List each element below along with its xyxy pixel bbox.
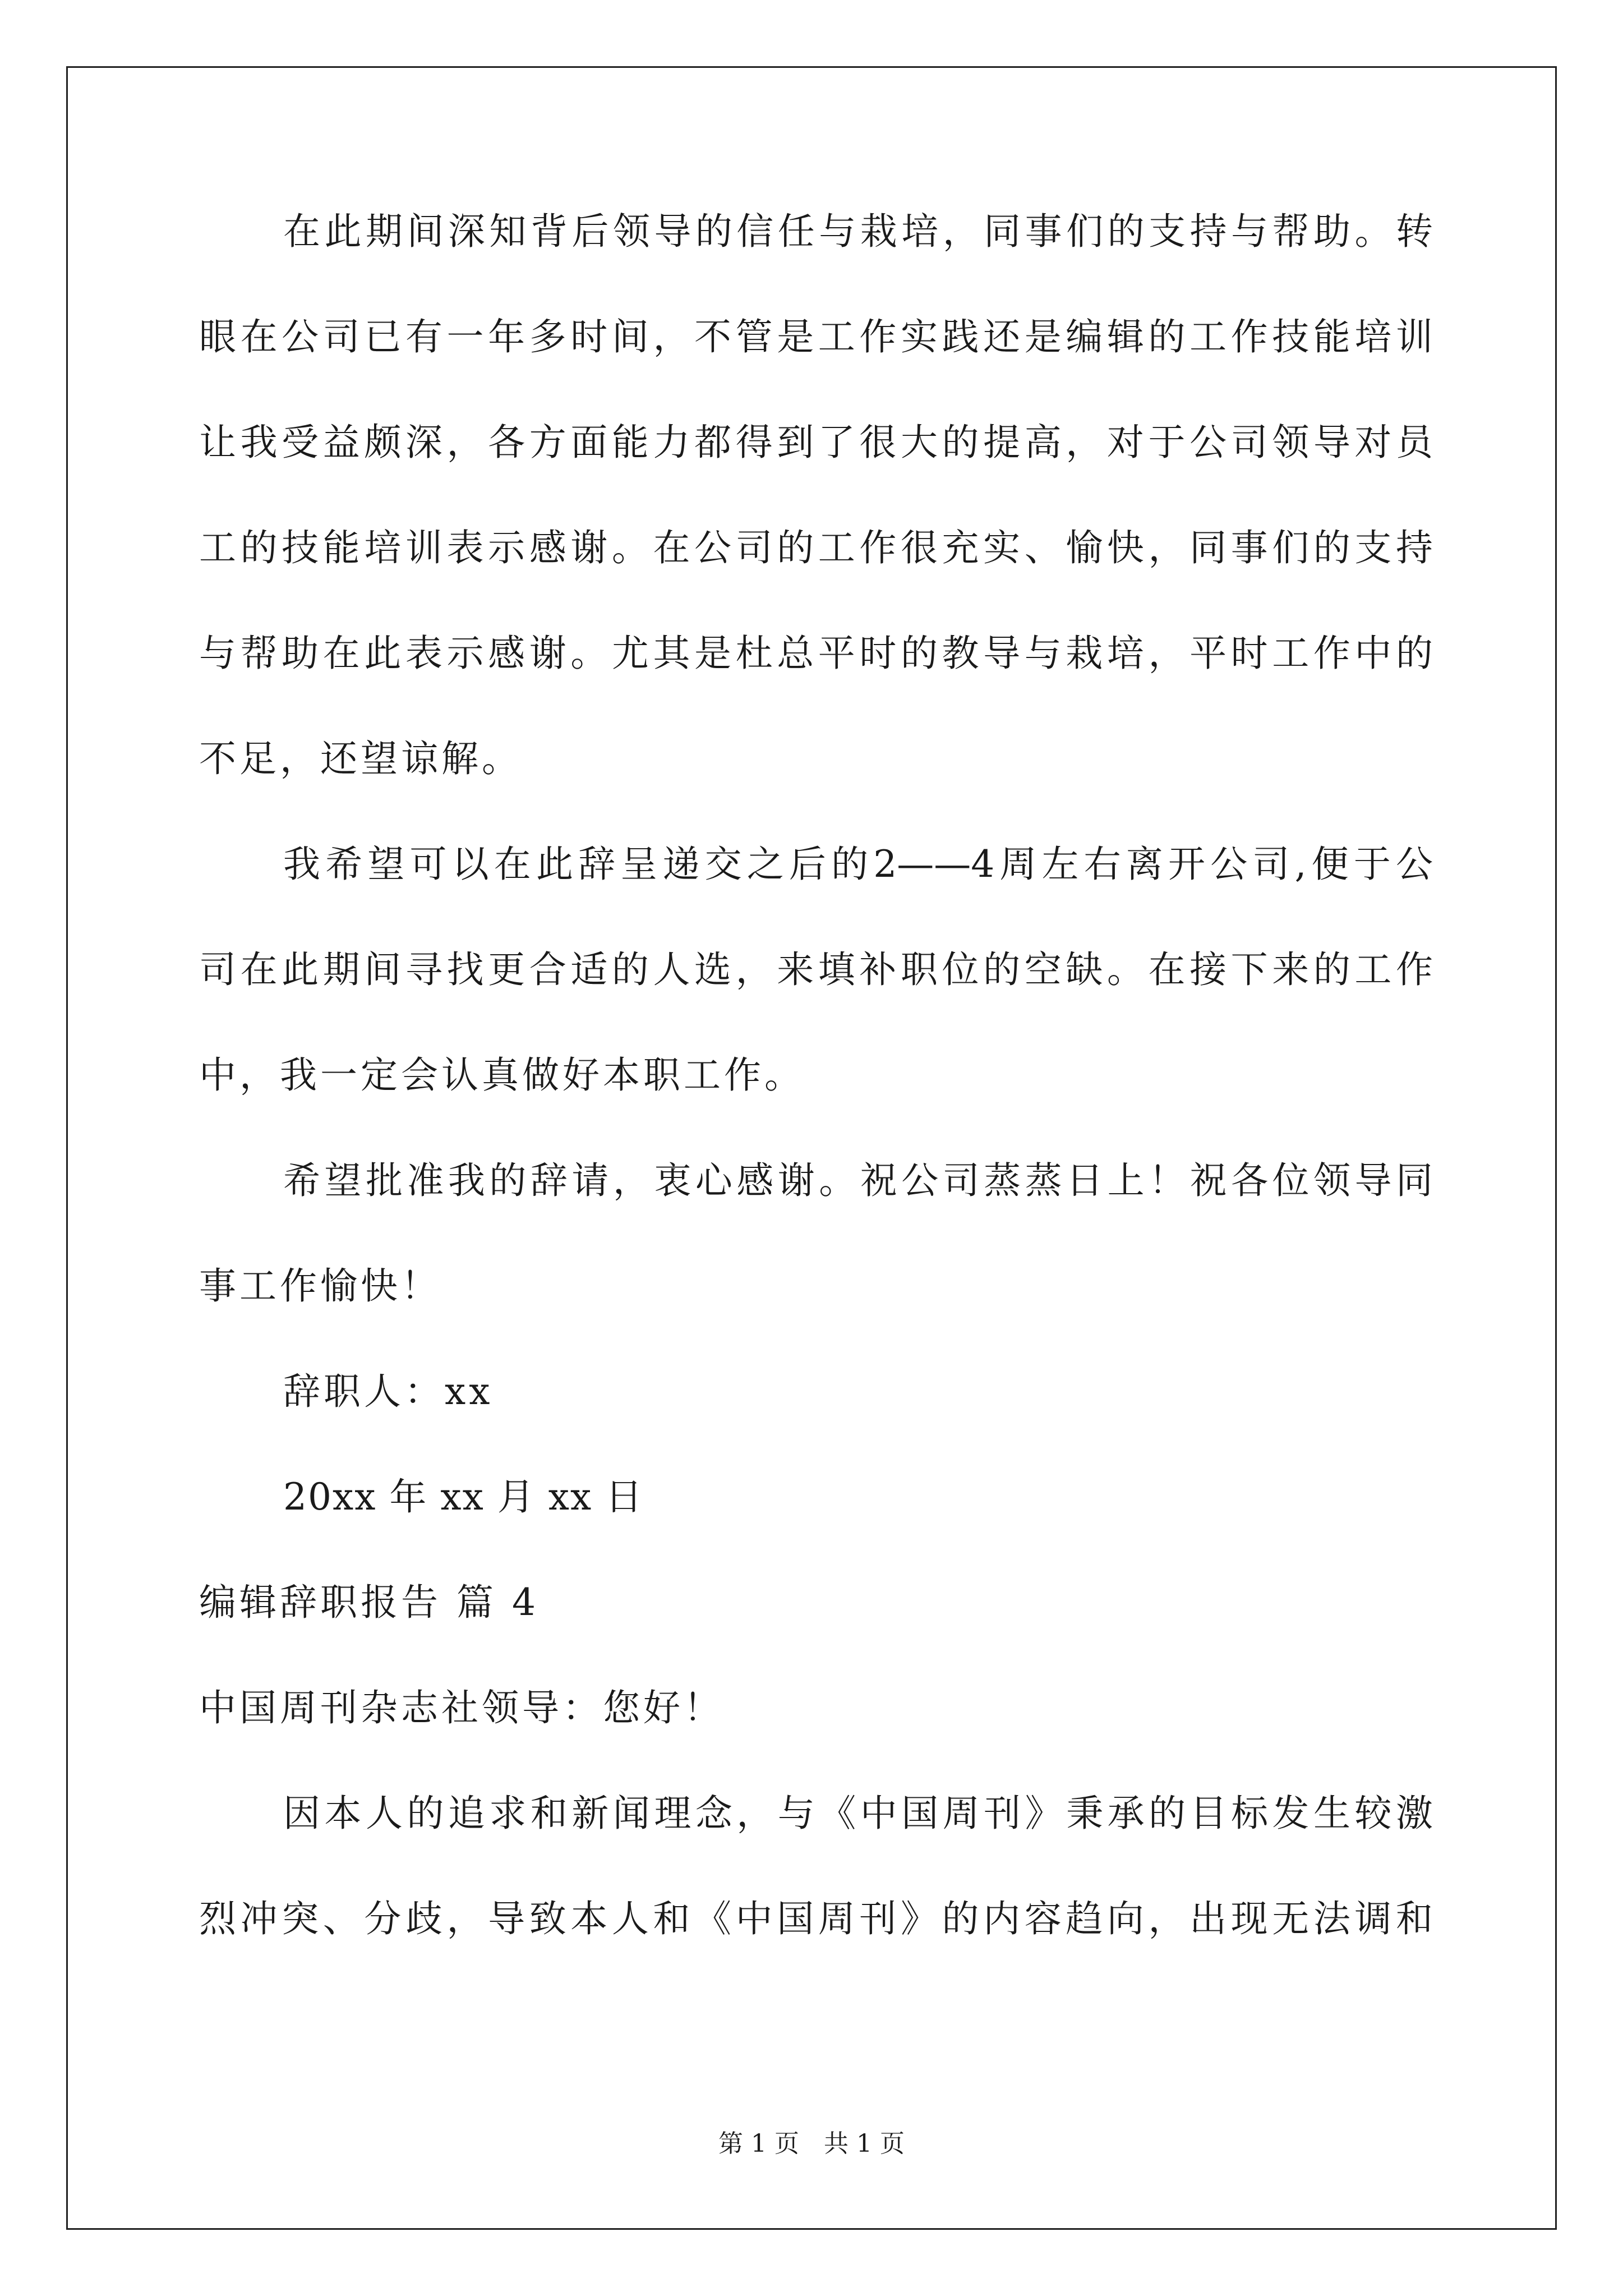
paragraph-1-line-5: 与帮助在此表示感谢。尤其是杜总平时的教导与栽培，平时工作中的	[199, 632, 1433, 675]
section-heading: 编辑辞职报告 篇 4	[199, 1581, 539, 1624]
paragraph-2-line-3: 中，我一定会认真做好本职工作。	[199, 1053, 805, 1097]
page-footer: 第 1 页 共 1 页	[718, 2129, 905, 2158]
paragraph-2-line-2: 司在此期间寻找更合适的人选，来填补职位的空缺。在接下来的工作	[199, 948, 1433, 991]
paragraph-1-line-6: 不足，还望谅解。	[199, 737, 522, 780]
paragraph-3-line-1: 希望批准我的辞请，衷心感谢。祝公司蒸蒸日上！祝各位领导同	[283, 1159, 1433, 1202]
signer-line: 辞职人：xx	[283, 1370, 494, 1413]
paragraph-1-line-1: 在此期间深知背后领导的信任与栽培，同事们的支持与帮助。转	[283, 210, 1433, 253]
paragraph-1-line-2: 眼在公司已有一年多时间，不管是工作实践还是编辑的工作技能培训	[199, 315, 1433, 358]
paragraph-3-line-2: 事工作愉快！	[199, 1264, 441, 1308]
paragraph-1-line-3: 让我受益颇深，各方面能力都得到了很大的提高，对于公司领导对员	[199, 421, 1433, 464]
date-line: 20xx 年 xx 月 xx 日	[283, 1475, 644, 1519]
paragraph-4-line-2: 烈冲突、分歧，导致本人和《中国周刊》的内容趋向，出现无法调和	[199, 1897, 1433, 1940]
paragraph-4-line-1: 因本人的追求和新闻理念，与《中国周刊》秉承的目标发生较激	[283, 1792, 1433, 1835]
paragraph-1-line-4: 工的技能培训表示感谢。在公司的工作很充实、愉快，同事们的支持	[199, 526, 1433, 569]
salutation: 中国周刊杂志社领导：您好！	[199, 1686, 724, 1729]
paragraph-2-line-1: 我希望可以在此辞呈递交之后的2——4周左右离开公司,便于公	[283, 843, 1433, 886]
